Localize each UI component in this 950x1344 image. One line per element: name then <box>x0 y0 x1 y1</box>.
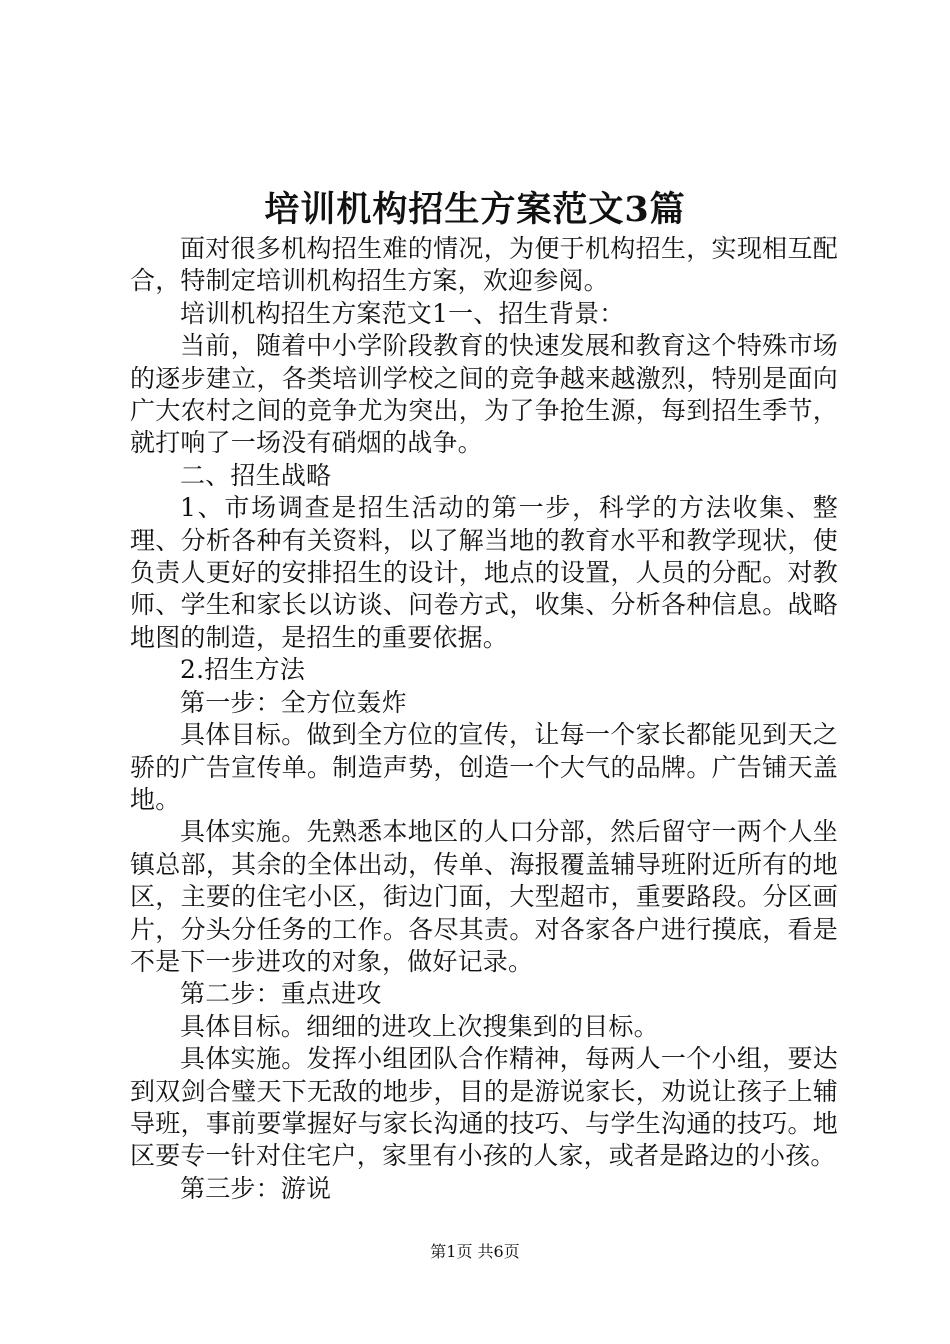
document-body <box>130 233 838 1205</box>
paragraph-step-two-heading: 第二步：重点进攻 <box>180 979 382 1009</box>
paragraph-intro: 面对很多机构招生难的情况，为便于机构招生，实现相互配合，特制定培训机构招生方案，欢迎参阅。 <box>130 234 838 296</box>
paragraph-step-one-heading: 第一步：全方位轰炸 <box>180 687 407 717</box>
paragraph-step-two-goal: 具体目标。细细的进攻上次搜集到的目标。 <box>180 1011 659 1041</box>
paragraph-market-research: 1、市场调查是招生活动的第一步，科学的方法收集、整理、分析各种有关资料，以了解当地的教育水平和教学现状，使负责人更好的安排招生的设计，地点的设置，人员的分配。对教师、学生和家长以访谈、问卷方式，收集、分析各种信息。战略地图的制造，是招生的重要依据。 <box>130 493 838 652</box>
paragraph-step-one-implementation: 具体实施。先熟悉本地区的人口分部，然后留守一两个人坐镇总部，其余的全体出动，传单、海报覆盖辅导班附近所有的地区，主要的住宅小区，街边门面，大型超市，重要路段。分区画片，分头分任务的工作。各尽其责。对各家各户进行摸底，看是不是下一步进攻的对象，做好记录。 <box>130 817 838 976</box>
paragraph-step-three-heading: 第三步：游说 <box>180 1173 332 1203</box>
paragraph-step-one-goal: 具体目标。做到全方位的宣传，让每一个家长都能见到天之骄的广告宣传单。制造声势，创造一个大气的品牌。广告铺天盖地。 <box>130 720 838 814</box>
paragraph-methods-heading: 2.招生方法 <box>180 655 306 685</box>
paragraph-background: 当前，随着中小学阶段教育的快速发展和教育这个特殊市场的逐步建立，各类培训学校之间的竞争越来越激烈，特别是面向广大农村之间的竞争尤为突出，为了争抢生源，每到招生季节，就打响了一场没有硝烟的战争。 <box>130 331 838 458</box>
paragraph-strategy-heading: 二、招生战略 <box>180 460 332 490</box>
document-title: 培训机构招生方案范文3篇 <box>264 189 686 230</box>
paragraph-step-two-implementation: 具体实施。发挥小组团队合作精神，每两人一个小组，要达到双剑合璧天下无敌的地步，目的是游说家长，劝说让孩子上辅导班，事前要掌握好与家长沟通的技巧、与学生沟通的技巧。地区要专一针对住宅户，家里有小孩的人家，或者是路边的小孩。 <box>130 1044 838 1171</box>
page-number-footer: 第1页 共6页 <box>430 1242 520 1261</box>
paragraph-section-heading-1: 培训机构招生方案范文1一、招生背景： <box>180 298 625 328</box>
